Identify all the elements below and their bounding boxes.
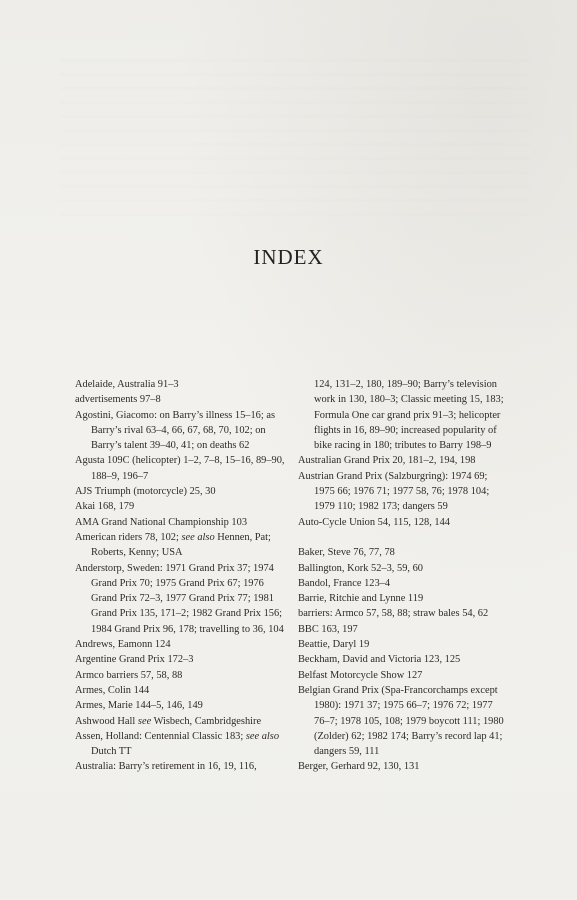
index-entry: Beckham, David and Victoria 123, 125 bbox=[298, 654, 461, 666]
index-entry: Akai 168, 179 bbox=[75, 501, 135, 513]
index-entry: Berger, Gerhard 92, 130, 131 bbox=[298, 761, 420, 773]
index-entry: Belfast Motorcycle Show 127 bbox=[298, 669, 423, 681]
index-column-right bbox=[298, 377, 510, 775]
index-entry: Agusta 109C (helicopter) 1–2, 7–8, 15–16, 89–90, 188–9, 196–7 bbox=[75, 455, 285, 482]
index-entry: Belgian Grand Prix (Spa-Francorchamps except 1980): 1971 37; 1975 66–7; 1976 72; 1977 76–7; 1978 105, 108; 1979 boycott 111; 1980 (Zolder) 62; 1982 174; Barry’s record lap 41; dangers 59, 111 bbox=[298, 684, 504, 758]
index-entry: 124, 131–2, 180, 189–90; Barry’s television work in 130, 180–3; Classic meeting 15, 183; Formula One car grand prix 91–3; helicopter flights in 16, 89–90; increased popularity of bike racing in 180; tributes to Barry 198–9 bbox=[314, 379, 504, 452]
index-entry: Armes, Marie 144–5, 146, 149 bbox=[75, 700, 203, 712]
index-column-left bbox=[75, 377, 287, 775]
index-entry: Argentine Grand Prix 172–3 bbox=[75, 654, 194, 666]
index-entry: American riders 78, 102; see also Hennen, Pat; Roberts, Kenny; USA bbox=[75, 531, 271, 559]
index-entry: Beattie, Daryl 19 bbox=[298, 639, 370, 651]
index-entry: Adelaide, Australia 91–3 bbox=[75, 379, 179, 390]
index-entry: Australian Grand Prix 20, 181–2, 194, 198 bbox=[298, 455, 476, 467]
index-entry: AMA Grand National Championship 103 bbox=[75, 516, 248, 528]
index-section-gap bbox=[298, 530, 510, 545]
index-entry: Assen, Holland: Centennial Classic 183; see also Dutch TT bbox=[75, 730, 280, 758]
index-entry: Bandol, France 123–4 bbox=[298, 577, 391, 589]
index-entry: Armco barriers 57, 58, 88 bbox=[75, 669, 183, 681]
index-entry: barriers: Armco 57, 58, 88; straw bales 54, 62 bbox=[298, 608, 489, 620]
index-entry: Barrie, Ritchie and Lynne 119 bbox=[298, 593, 424, 605]
index-entry: Andrews, Eamonn 124 bbox=[75, 639, 171, 651]
index-entry: Australia: Barry’s retirement in 16, 19, 116, bbox=[75, 761, 257, 773]
index-entry: Ashwood Hall see Wisbech, Cambridgeshire bbox=[75, 715, 262, 727]
index-entry: Austrian Grand Prix (Salzburgring): 1974 69; 1975 66; 1976 71; 1977 58, 76; 1978 104; 1979 110; 1982 173; dangers 59 bbox=[298, 470, 490, 513]
index-entry: BBC 163, 197 bbox=[298, 623, 358, 635]
index-entry: Anderstorp, Sweden: 1971 Grand Prix 37; 1974 Grand Prix 70; 1975 Grand Prix 67; 1976 Grand Prix 72–3, 1977 Grand Prix 77; 1981 Grand Prix 135, 171–2; 1982 Grand Prix 156; 1984 Grand Prix 96, 178; travelling to 36, 104 bbox=[75, 562, 284, 635]
index-entry: Ballington, Kork 52–3, 59, 60 bbox=[298, 562, 423, 574]
page-title: INDEX bbox=[253, 245, 324, 269]
index-entry: AJS Triumph (motorcycle) 25, 30 bbox=[75, 486, 216, 498]
index-entry: Armes, Colin 144 bbox=[75, 684, 150, 696]
index-entry: Auto-Cycle Union 54, 115, 128, 144 bbox=[298, 516, 450, 528]
show-through-text bbox=[60, 60, 530, 220]
index-entry: advertisements 97–8 bbox=[75, 394, 161, 406]
index-entry: Agostini, Giacomo: on Barry’s illness 15–16; as Barry’s rival 63–4, 66, 67, 68, 70, 102; on Barry’s talent 39–40, 41; on deaths 62 bbox=[75, 409, 276, 452]
index-entry: Baker, Steve 76, 77, 78 bbox=[298, 547, 395, 559]
